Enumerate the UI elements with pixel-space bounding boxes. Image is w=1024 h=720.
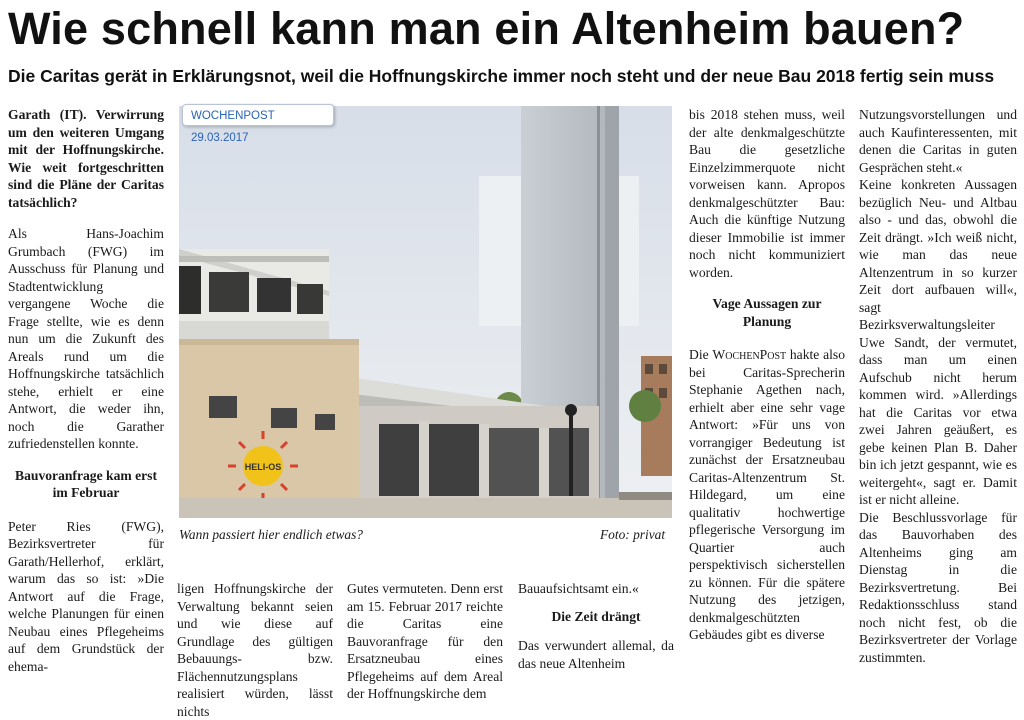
image-credit: Foto: privat [600,527,666,542]
paragraph: Peter Ries (FWG), Bezirksvertreter für Garath/Hellerhof, erklärt, warum das so ist: »Die Antwort auf die Frage, welche Planungen für einen Neubau eines Pflegeheims auf dem Grundstück der ehema- [8,518,164,674]
paragraph: Gutes vermuteten. Denn erst am 15. Februar 2017 reichte die Caritas eine Bauvoranfrage für den Ersatzneubau eines Pflegeheims auf dem Areal der Hoffnungskirche dem [347,581,503,701]
paragraph: ligen Hoffnungskirche der Verwaltung bekannt seien und wie diese auf Grundlage des gültigen Bebauungs- bzw. Flächennutzungsplans realisiert würden, lässt nichts [177,581,333,719]
lead-paragraph: Garath (IT). Verwirrung um den weiteren Umgang mit der Hoffnungskirche. Wie weit fortgeschritten sind die Pläne der Caritas tatsächlich? [8,107,164,210]
paragraph: Als Hans-Joachim Grumbach (FWG) im Ausschuss für Planung und Stadtentwicklung vergangene Woche die Frage stellte, wie es denn nun um die Zukunft des Areals rund um die Hoffnungskirche tatsächlich stehe, erhielt er eine Antwort, die weder ihn, noch die Garather zufriedenstellen konnte. [8,226,164,451]
paragraph: bis 2018 stehen muss, weil der alte denkmalgeschützte Bau die gesetzliche Einzelzimmerquote nicht vorweisen kann. Apropos denkmalgeschützter Bau: Auch die künftige Nutzung dieser Immobilie ist immer noch nicht kommuniziert worden. [689,107,845,280]
paragraph: Die Beschlussvorlage für das Bauvorhaben des Altenheims ging am Dienstag in die Bezirksvertretung. Bei Redaktionsschluss stand noch nicht fest, ob die Bezirksvertreter der Vorlage zustimmten. [859,509,1017,665]
svg-text:HELI-OS: HELI-OS [244,462,282,472]
column-1 [8,106,164,675]
column-6 [859,106,1017,666]
image-caption: Wann passiert hier endlich etwas? [179,527,363,542]
paragraph: Nutzungsvorstellungen und auch Kaufinteressenten, mit denen die Caritas in guten Gesprächen steht.« [859,107,1017,175]
paragraph: Die WochenPost hakte also bei Caritas-Sprecherin Stephanie Agethen nach, erhielt aber eine sehr vage Antwort: »Für uns von vorrangiger Bedeutung ist zunächst der Ersatzneubau Caritas-Altenzentrum St. Hildegard, um eine qualitativ hochwertige pflegerische Versorgung im Quartier auch perspektivisch sicherstellen zu können. Für die spätere Nutzung des jetzigen, denkmalgeschützten Gebäudes gibt es diverse [689,347,845,642]
paragraph: Bauaufsichtsamt ein.« [518,581,639,596]
section-subheading: Vage Aussagen zur Planung [712,296,822,329]
subheadline: Die Caritas gerät in Erklärungsnot, weil die Hoffnungskirche immer noch steht und der neue Bau 2018 fertig sein muss [8,66,995,86]
column-3 [347,580,503,703]
section-subheading: Bauvoranfrage kam erst im Februar [15,467,157,500]
article-photo [179,106,672,518]
column-4 [518,580,674,672]
paragraph: Keine konkreten Aussagen bezüglich Neu- und Altbau also - und das, obwohl die Zeit drängt. »Ich weiß nicht, wie man das neue Altenzentrum in so kurzer Zeit dort aufbauen will«, sagt Bezirksverwaltungsleiter Uwe Sandt, der vermutet, dass man um einen Aufschub nicht herum kommen wird. »Allerdings hat die Caritas vor etwa zwei Jahren geäußert, es gebe keinen Plan B. Daher bin ich jetzt gespannt, wie es weitergeht«, sagt er. Damit ist er nicht alleine. [859,177,1017,507]
church-building-illustration [179,106,672,518]
column-2 [177,580,333,720]
section-subheading: Die Zeit drängt [551,608,641,624]
headline: Wie schnell kann man ein Altenheim bauen? [8,3,965,54]
column-5 [689,106,845,644]
paragraph: Das verwundert allemal, da das neue Altenheim [518,638,674,671]
newspaper-date-stamp: WOCHENPOST 29.03.2017 [182,104,334,126]
brand-name: WochenPost [712,347,787,362]
